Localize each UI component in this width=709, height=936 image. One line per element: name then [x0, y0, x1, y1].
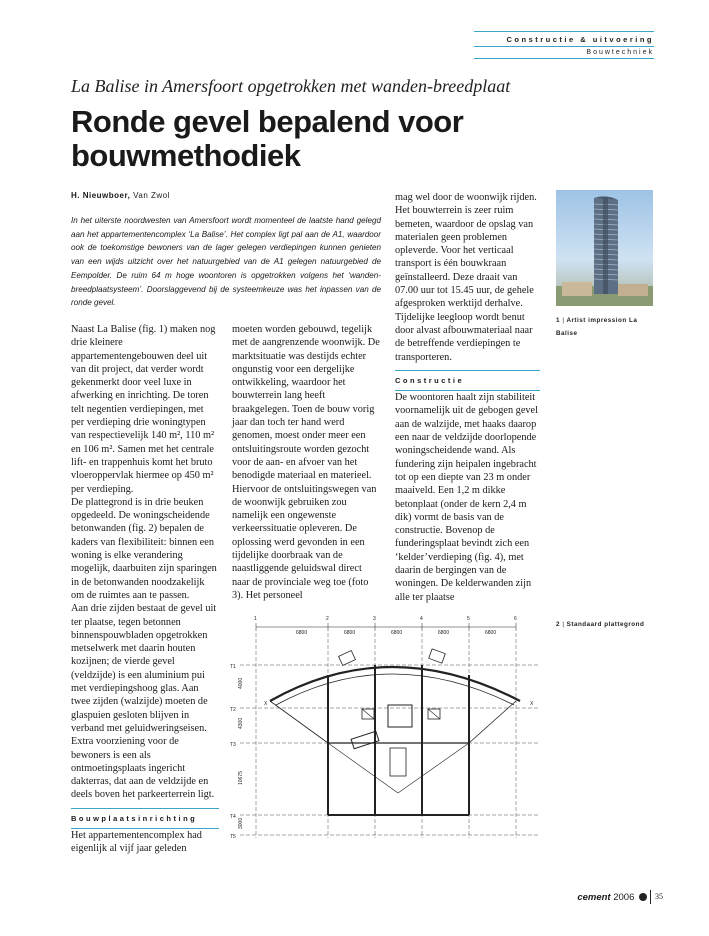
row-label: T4	[230, 814, 236, 820]
grid-label: 4	[420, 616, 423, 622]
section-subtitle: Bouwtechniek	[586, 49, 654, 56]
magazine-logo-icon	[639, 893, 647, 901]
row-dimension: 3000	[238, 817, 244, 829]
dimension-label: 6800	[438, 630, 450, 636]
paragraph: Aan drie zijden bestaat de gevel uit ter plaatse, tegen betonnen binnenspouwbladen opgetrokken metselwerk met daarin houten kozijnen; de vierde gevel (veldzijde) is een aluminium pui met verdiepingshoog glas. Aan twee zijden (walzijde) moeten de glaspuien gesloten blijven in verband met geluidweringseisen.	[71, 603, 217, 734]
grid-label: 1	[254, 616, 257, 622]
column-2	[232, 323, 380, 602]
paragraph: De woontoren haalt zijn stabiliteit voornamelijk uit de gebogen gevel aan de walzijde, met haaks daarop een naar de veldzijde doorlopende woningscheidende wand. Als fundering zijn heipalen ingebracht tot op een diepte van 23 m onder maaiveld. Een 1,2 m dikke betonplaat (onder de kern 2,4 m dik) vormt de basis van de constructie. Bovenop de funderingsplaat bevindt zich een ‘kelder’verdieping (fig. 4), met daarin de bergingen van de woningen. De kelderwanden zijn alle ter plaatse	[395, 392, 538, 603]
paragraph: Extra voorziening voor de bewoners is een als ontmoetingsplaats ingericht dakterras, dat aan de veldzijde en deels boven het parkeerterrein ligt.	[71, 736, 215, 801]
paragraph: mag wel door de woonwijk rijden. Het bouwterrein is zeer ruim bemeten, waardoor de opslag van materialen geen problemen opleverde. Voor het verticaal transport is één bouwkraan geïnstalleerd. Deze draait van 07.00 uur tot 15.45 uur, de gehele afgesproken werktijd derhalve. Tijdelijke leegloop wordt benut door alvast afbouwmateriaal naar de betreffende verdiepingen te transporteren.	[395, 192, 537, 363]
kicker: La Balise in Amersfoort opgetrokken met wanden-breedplaat	[71, 76, 511, 96]
section-title: Constructie & uitvoering	[506, 35, 654, 44]
dimension-label: 6800	[296, 630, 308, 636]
row-label: T2	[230, 707, 236, 713]
figure-2-caption: 2 | Standaard plattegrond	[556, 621, 645, 628]
dimension-label: 6800	[344, 630, 356, 636]
byline-company: Van Zwol	[133, 191, 170, 200]
magazine-year: 2006	[613, 892, 635, 903]
intro: In het uiterste noordwesten van Amersfoort wordt momenteel de laatste hand gelegd aan het appartementencomplex ‘La Balise’. Het complex ligt pal aan de A1, waardoor ook de toekomstige bewoners van de lager gelegen verdiepingen kunnen genieten van een wijds uitzicht over het natuurgebied van de A1 gelegen natuurgebied de Eempolder. De ruim 64 m hoge woontoren is opgetrokken volgens het ‘wanden-breedplaatsysteem’. Doorslaggevend bij de systeemkeuze was het inpassen van de ronde gevel.	[71, 216, 381, 308]
page-number: 35	[650, 890, 663, 904]
footer	[577, 892, 647, 903]
figure-caption-text: Standaard plattegrond	[566, 621, 645, 628]
row-label: T1	[230, 664, 236, 670]
row-dimension: 4300	[238, 717, 244, 729]
section-header	[474, 31, 654, 59]
paragraph: Het appartementencomplex had eigenlijk al vijf jaar geleden	[71, 829, 202, 855]
row-dimension: 4000	[238, 677, 244, 689]
axis-marker: X	[264, 701, 268, 707]
section-rule	[474, 58, 654, 59]
subhead-bouwplaats: Bouwplaatsinrichting	[71, 808, 219, 829]
floor-plan-drawing	[230, 613, 548, 843]
headline: Ronde gevel bepalend voor bouwmethodiek	[71, 104, 464, 173]
figure-caption-text: Artist impression La Balise	[556, 317, 638, 337]
grid-label: 3	[373, 616, 376, 622]
byline-author: H. Nieuwboer,	[71, 191, 131, 200]
grid-label: 5	[467, 616, 470, 622]
magazine-name: cement	[577, 892, 611, 903]
column-3	[395, 191, 540, 604]
row-label: T3	[230, 742, 236, 748]
row-label: T5	[230, 834, 236, 840]
axis-marker: X	[530, 701, 534, 707]
paragraph: Naast La Balise (fig. 1) maken nog drie kleinere appartementengebouwen deel uit van dit project, dat verder wordt gekenmerkt door veel luxe in afwerking en inrichting. De toren telt negentien verdiepingen, met per verdieping drie woningtypen van respectievelijk 140 m², 110 m² en 106 m². Samen met het centrale lift- en trappenhuis komt het bruto vloeroppervlak hiermee op 450 m² per verdieping.	[71, 324, 216, 495]
grid-label: 6	[514, 616, 517, 622]
grid-label: 2	[326, 616, 329, 622]
dimension-label: 6800	[485, 630, 497, 636]
paragraph: moeten worden gebouwd, tegelijk met de aangrenzende woonwijk. De marktsituatie was destijds echter ongunstig voor een dergelijke ontwikkeling, waardoor het bouwterrein lang heeft braakgelegen. Toen de bouw vorig jaar dan toch ter hand werd genomen, moest onder meer een ontsluitingsroute worden gezocht voor de aan- en afvoer van het benodigde materiaal en materieel. Hiervoor de ontsluitingswegen van de woonwijk gebruiken zou namelijk een ongewenste verkeerssituatie opleveren. De oplossing werd gevonden in een tijdelijke doorbraak van de naastliggende geluidswal direct naar de provinciale weg toe (foto 3). Het personeel	[232, 324, 380, 601]
figure-number: 2	[556, 621, 561, 628]
subhead-constructie: Constructie	[395, 370, 540, 391]
tower-illustration	[556, 190, 653, 306]
row-dimension: 10675	[238, 771, 244, 785]
figure-1-caption: 1 | Artist impression La Balise	[556, 317, 638, 337]
paragraph: De plattegrond is in drie beuken opgedeeld. De woningscheidende betonwanden (fig. 2) bepalen de kaders van flexibiliteit: binnen een woning is elke verandering mogelijk, daarbuiten zijn sparingen in de betonwanden noodzakelijk om de ruimtes aan te passen.	[71, 496, 217, 601]
figure-number: 1	[556, 317, 561, 324]
dimension-label: 6800	[391, 630, 403, 636]
artist-impression-image	[556, 190, 653, 306]
byline	[71, 191, 170, 200]
column-1	[71, 323, 219, 856]
